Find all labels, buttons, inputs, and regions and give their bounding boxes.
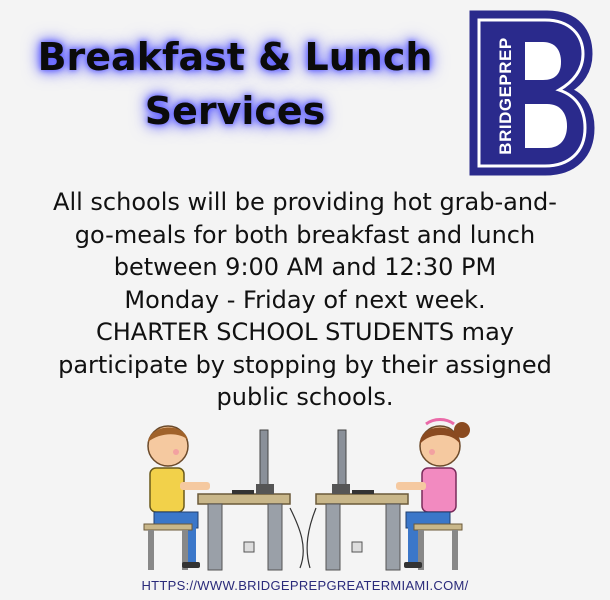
body-line: between 9:00 AM and 12:30 PM <box>113 253 497 281</box>
page-title <box>20 30 450 138</box>
kids-at-computers-icon <box>140 418 480 578</box>
website-url: HTTPS://WWW.BRIDGEPREPGREATERMIAMI.COM/ <box>141 578 469 593</box>
body-line: participate by stopping by their assigned <box>58 350 552 379</box>
title-line-1: Breakfast & Lunch <box>37 35 433 79</box>
bridgeprep-logo <box>467 8 595 178</box>
body-line: All schools will be providing hot grab-and- <box>53 188 557 216</box>
title-line-2: Services <box>144 89 326 133</box>
body-line: CHARTER SCHOOL STUDENTS may <box>96 318 514 346</box>
body-line: Monday - Friday of next week. <box>124 285 486 314</box>
announcement-text <box>8 186 602 414</box>
body-line: public schools. <box>216 383 394 411</box>
body-line: go-meals for both breakfast and lunch <box>74 220 536 249</box>
logo-text: BRIDGEPREP <box>496 37 515 155</box>
